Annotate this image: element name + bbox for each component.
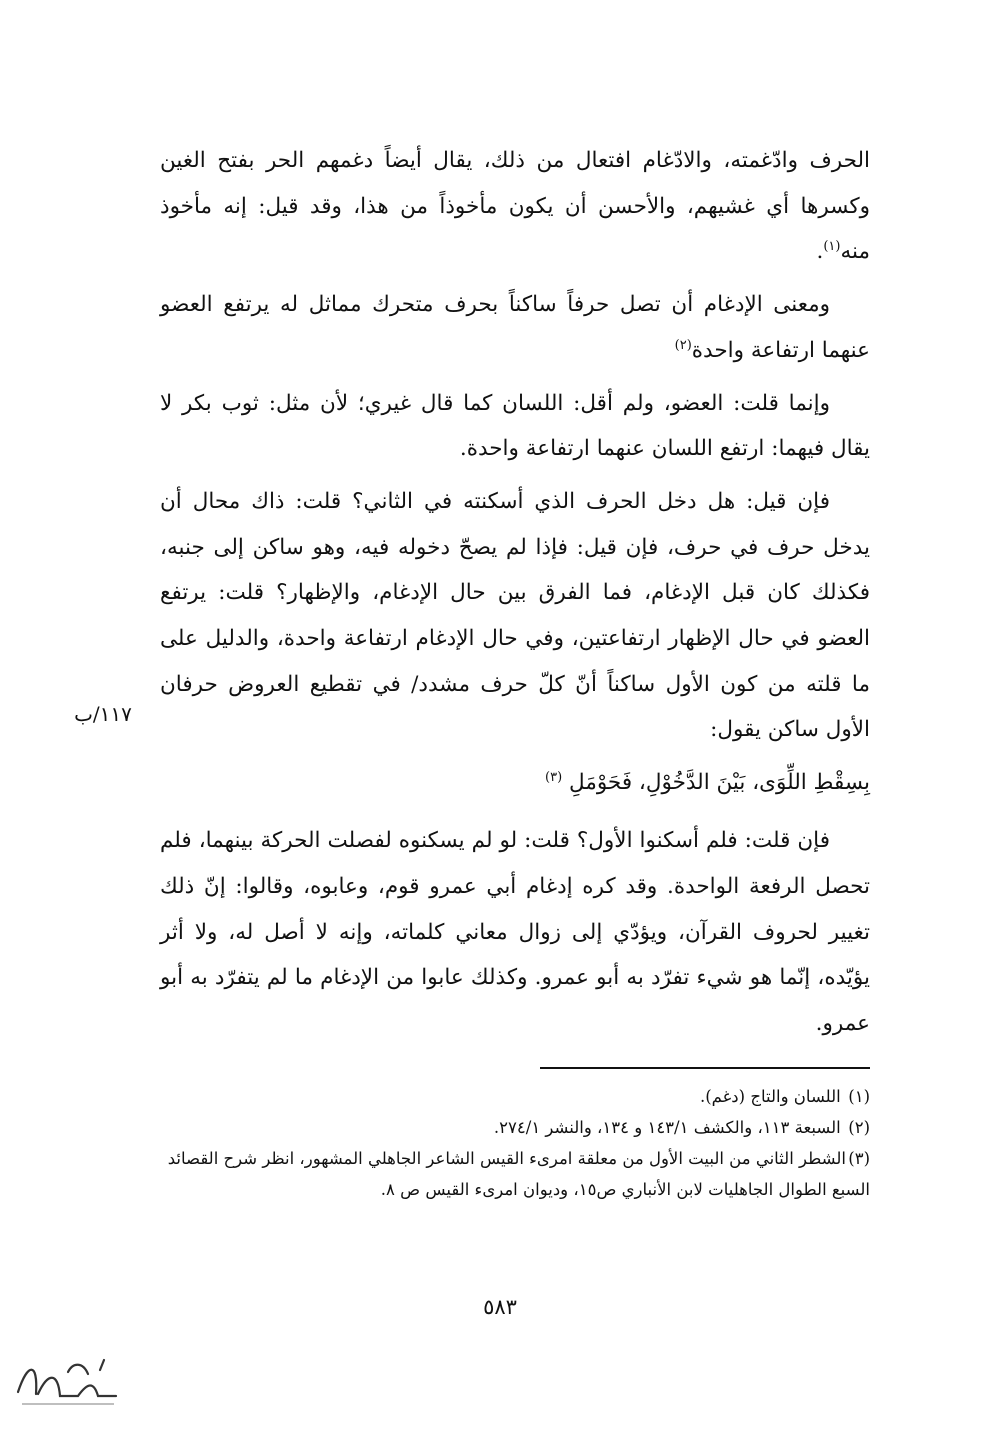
footnote-text: السبعة ١١٣، والكشف ١٤٣/١ و ١٣٤، والنشر ٢٧٤/١. bbox=[493, 1117, 841, 1137]
footnote-divider bbox=[540, 1067, 870, 1069]
paragraph-tail: . bbox=[816, 239, 824, 265]
paragraph-5 bbox=[160, 818, 870, 1047]
footnote-ref-2[interactable]: (٢) bbox=[674, 337, 692, 353]
manuscript-folio-note: ١١٧/ب bbox=[74, 702, 132, 726]
paragraph-text: ومعنى الإدغام أن تصل حرفاً ساكناً بحرف متحرك مماثل له يرتفع العضو عنهما ارتفاعة واحدة bbox=[160, 292, 870, 363]
paragraph-text: وإنما قلت: العضو، ولم أقل: اللسان كما قال غيري؛ لأن مثل: ثوب بكر لا يقال فيهما: ارتفع اللسان عنهما ارتفاعة واحدة. bbox=[160, 390, 870, 462]
page-body bbox=[160, 138, 870, 1205]
paragraph-text: فإن قيل: هل دخل الحرف الذي أسكنته في الثاني؟ قلت: ذاك محال أن يدخل حرف في حرف، فإن قيل: فإذا لم يصحّ دخوله فيه، وهو ساكن إلى جنبه، فكذلك كان قبل الإدغام، فما الفرق بين حال الإدغام، والإظهار؟ قلت: يرتفع العضو في حال الإظهار ارتفاعتين، وفي حال الإدغام ارتفاعة واحدة، والدليل على ما قلته من كون الأول ساكناً أنّ كلّ حرف مشدد/ في تقطيع العروض حرفان الأول ساكن يقول: bbox=[160, 488, 870, 743]
footnotes bbox=[160, 1081, 870, 1205]
footnote-2 bbox=[160, 1112, 870, 1143]
footnote-number: (٢) bbox=[848, 1117, 870, 1137]
footnote-ref-1[interactable]: (١) bbox=[823, 239, 841, 255]
footnote-ref-3[interactable]: (٣) bbox=[545, 769, 563, 785]
poetry-verse bbox=[160, 760, 870, 806]
paragraph-text: الحرف وادّغمته، والادّغام افتعال من ذلك، يقال أيضاً دغمهم الحر بفتح الغين وكسرها أي غشيهم، والأحسن أن يكون مأخوذاً من هذا، وقد قيل: إنه مأخوذ منه bbox=[160, 148, 870, 265]
footnote-text: اللسان والتاج (دغم). bbox=[700, 1086, 841, 1106]
publisher-logo-icon bbox=[8, 1352, 126, 1424]
paragraph-3 bbox=[160, 381, 870, 472]
footnote-number: (١) bbox=[848, 1086, 870, 1106]
verse-text: بِسِقْطِ اللِّوَى، بَيْنَ الدَّخُوْلِ، فَحَوْمَلِ bbox=[569, 770, 870, 796]
paragraph-4 bbox=[160, 479, 870, 753]
page-number: ٥٨٣ bbox=[483, 1295, 517, 1319]
paragraph-text: فإن قلت: فلم أسكنوا الأول؟ قلت: لو لم يسكنوه لفصلت الحركة بينهما، فلم تحصل الرفعة الواحدة. وقد كره إدغام أبي عمرو قوم، وعابوه، وقالوا: إنّ ذلك تغيير لحروف القرآن، ويؤدّي إلى زوال معاني كلماته، وإنه لا أصل له، ولا أثر يؤيّده، إنّما هو شيء تفرّد به أبو عمرو. وكذلك عابوا من الإدغام ما لم يتفرّد به أبو عمرو. bbox=[160, 828, 870, 1036]
footnote-text: الشطر الثاني من البيت الأول من معلقة امرىء القيس الشاعر الجاهلي المشهور، انظر شرح القصائد السبع الطوال الجاهليات لابن الأنباري ص١٥، وديوان امرىء القيس ص ٨. bbox=[167, 1148, 870, 1199]
footnote-3 bbox=[160, 1143, 870, 1205]
footnote-1 bbox=[160, 1081, 870, 1112]
paragraph-1 bbox=[160, 138, 870, 275]
paragraph-2 bbox=[160, 282, 870, 373]
footnote-number: (٣) bbox=[848, 1148, 870, 1168]
